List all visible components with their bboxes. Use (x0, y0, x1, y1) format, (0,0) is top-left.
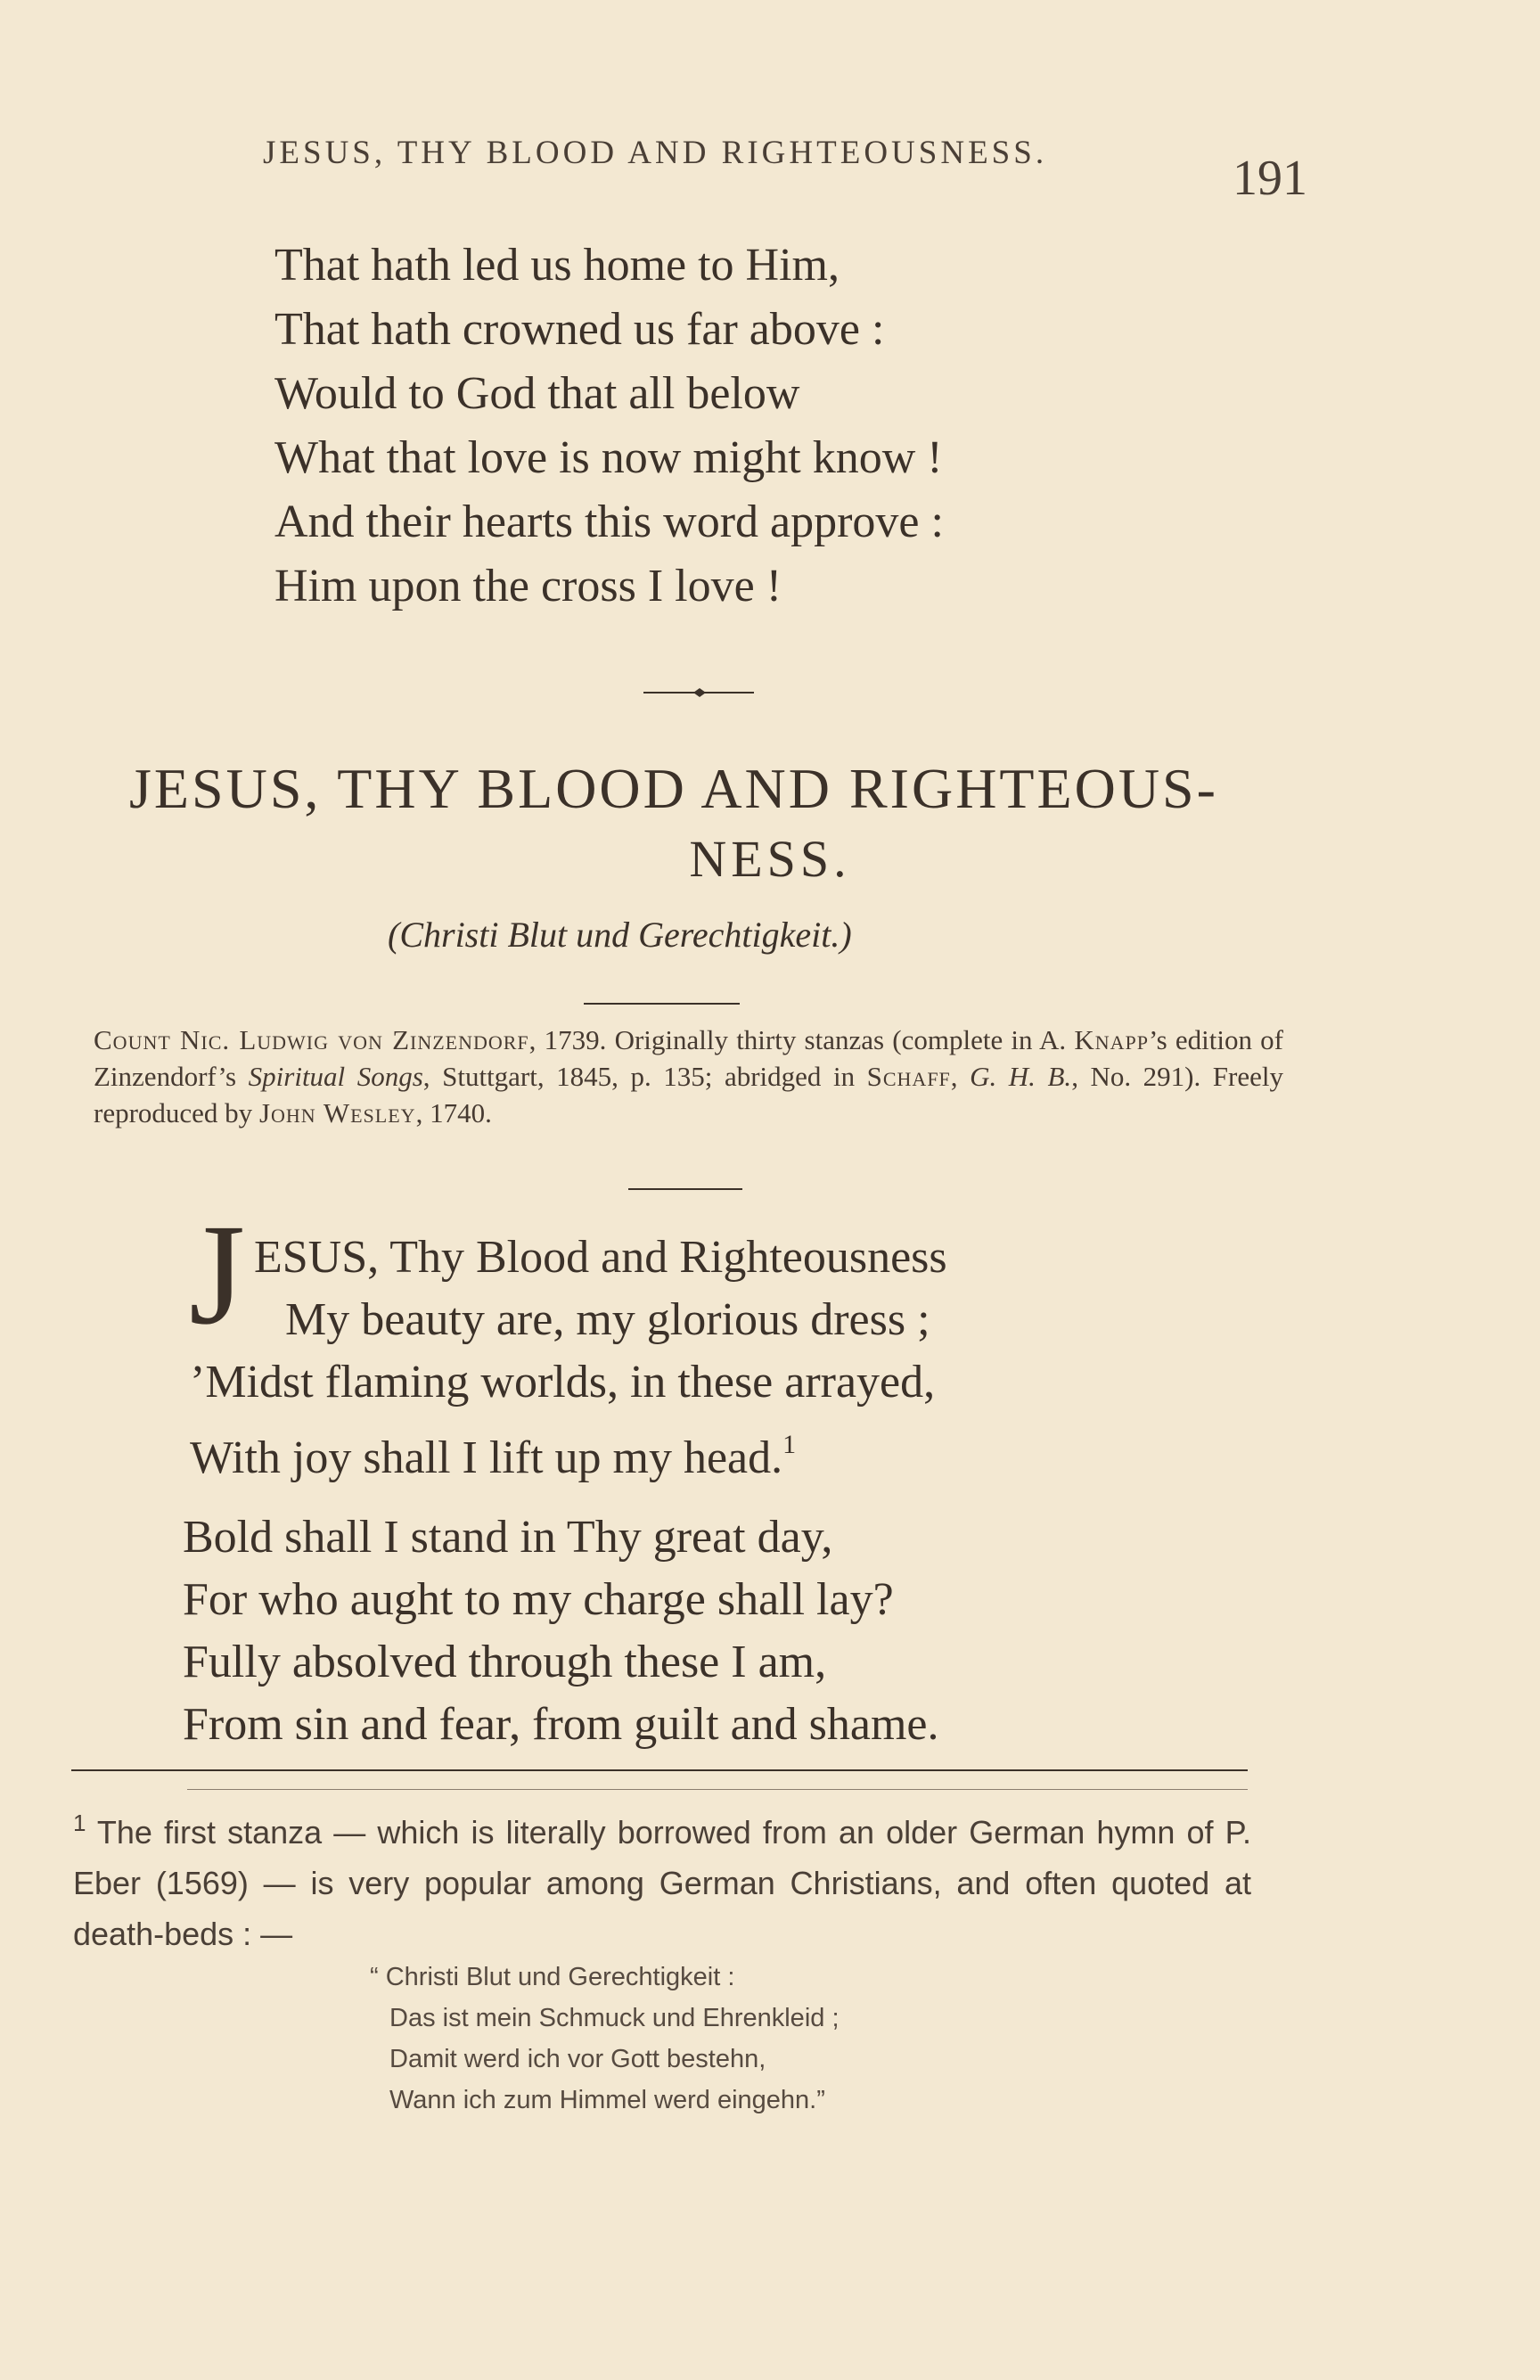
previous-hymn-stanza (274, 234, 1166, 619)
attribution-text: , 1739. Originally thirty stanzas (complete in A. (528, 1024, 1075, 1055)
verse-line (190, 1414, 1145, 1490)
verse-line: Fully absolved through these I am, (183, 1637, 827, 1687)
verse-line: That hath crowned us far above : (274, 304, 885, 355)
footnote-number: 1 (73, 1810, 86, 1836)
verse-line: My beauty are, my glorious dress ; (285, 1294, 930, 1345)
footnote (73, 1798, 1251, 1959)
verse-line: For who aught to my charge shall lay? (183, 1574, 894, 1625)
hymn-stanza-2 (183, 1506, 1163, 1756)
verse-line-text: With joy shall I lift up my head. (190, 1432, 783, 1483)
verse-line: And their hearts this word approve : (274, 497, 944, 547)
verse-line: ’Midst flaming worlds, in these arrayed, (190, 1357, 936, 1407)
footnote-quotation (370, 1957, 1172, 2121)
ornament-divider (643, 686, 754, 699)
verse-line: ESUS, Thy Blood and Righteousness (254, 1232, 947, 1283)
quote-line: Das ist mein Schmuck und Ehrenkleid ; (389, 2004, 840, 2032)
editor-name: Knapp (1074, 1024, 1149, 1055)
hymn-title: JESUS, THY BLOOD AND RIGHTEOUS- (129, 757, 1218, 820)
hymn-title-continued: NESS. (689, 830, 851, 888)
rule-below-attribution (628, 1188, 742, 1190)
footnote-reference: 1 (782, 1430, 797, 1459)
verse-line: That hath led us home to Him, (274, 240, 840, 291)
verse-line: Him upon the cross I love ! (274, 561, 782, 611)
attribution-text: , (950, 1061, 971, 1092)
attribution-text: , Stuttgart, 1845, p. 135; abridged in (422, 1061, 867, 1092)
collection-editor: Schaff (866, 1061, 951, 1092)
drop-cap: J (189, 1195, 246, 1355)
rule-above-attribution (584, 1003, 740, 1005)
footnote-rule (71, 1769, 1248, 1771)
hymn-attribution (94, 1022, 1283, 1131)
quote-line: “ Christi Blut und Gerechtigkeit : (370, 1963, 735, 1991)
collection-title: G. H. B. (970, 1061, 1072, 1092)
attribution-text: , No. 291). Freely reproduced by (94, 1061, 1283, 1128)
attribution-text: ’s edition of Zinzendorf’s (94, 1024, 1283, 1092)
page-number: 191 (1233, 151, 1307, 206)
quote-line: Wann ich zum Himmel werd eingehn.” (389, 2086, 825, 2114)
verse-line: Would to God that all below (274, 368, 800, 419)
hymn-stanza-1 (190, 1227, 1145, 1490)
running-head: JESUS, THY BLOOD AND RIGHTEOUSNESS. (263, 135, 1048, 171)
translator-name: John Wesley (258, 1097, 416, 1128)
hymn-original-title: (Christi Blut und Gerechtigkeit.) (388, 915, 852, 955)
footnote-text: The first stanza — which is literally borrowed from an older German hymn of P. Eber (1569) — is very popular among German Christians, and often quoted at death-beds : — (73, 1814, 1252, 1952)
quote-line: Damit werd ich vor Gott bestehn, (389, 2045, 766, 2073)
verse-line: What that love is now might know ! (274, 432, 943, 483)
footnote-rule-thin (187, 1789, 1248, 1790)
work-title: Spiritual Songs (248, 1061, 423, 1092)
author-name: Count Nic. Ludwig von Zinzendorf (94, 1024, 529, 1055)
verse-line: From sin and fear, from guilt and shame. (183, 1699, 939, 1750)
attribution-text: , 1740. (415, 1097, 492, 1128)
verse-line: Bold shall I stand in Thy great day, (183, 1512, 833, 1563)
